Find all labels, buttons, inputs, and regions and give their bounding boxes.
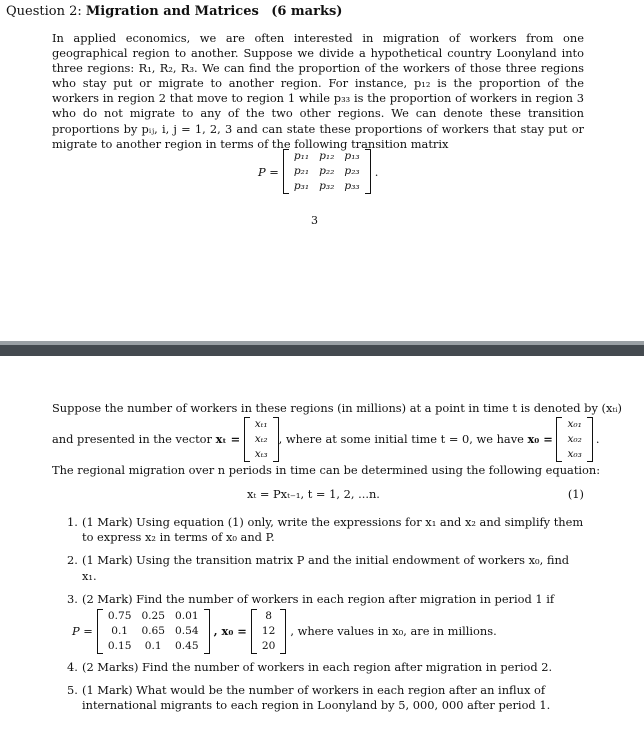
equation-number: (1) (567, 487, 584, 501)
item-text: (1 Mark) Using the transition matrix P and the initial endowment of workers x₀, find x₁. (82, 553, 570, 583)
vector-intro: and presented in the vector (52, 432, 212, 446)
item-number: 1. (67, 515, 78, 529)
item3-tail: , where values in x₀, are in millions. (290, 623, 497, 638)
vector-cell: xₜ₂ (254, 432, 268, 445)
matrix-cell: p₃₂ (319, 180, 335, 192)
item-text: (1 Mark) What would be the number of workers in each region after an influx of international migrants to each region in Loonyland by 5, 000, 000 after period 1. (82, 683, 551, 713)
question-marks: (6 marks) (271, 4, 343, 19)
matrix-cell: p₂₂ (319, 165, 335, 177)
question-items (52, 515, 587, 722)
vector-lhs: xₜ = (215, 432, 241, 446)
list-item (52, 515, 587, 545)
vector-cell: x₀₂ (567, 432, 582, 445)
p-matrix (97, 609, 210, 654)
vector-cell: 12 (261, 625, 276, 638)
matrix-cell: 0.1 (144, 640, 162, 653)
x0-lhs: , x₀ = (213, 623, 247, 638)
vector-line (52, 416, 622, 462)
question-topic: Migration and Matrices (85, 4, 259, 19)
xt-vector (244, 417, 279, 462)
page-divider (0, 345, 644, 356)
question-title (6, 4, 342, 19)
matrix-cell: 0.75 (107, 610, 132, 623)
item-number: 2. (67, 553, 78, 568)
list-item (52, 660, 587, 675)
vector-cell: 8 (265, 610, 272, 623)
item3-matrices (68, 609, 587, 654)
matrix-cell: 0.65 (141, 625, 166, 638)
matrix-lhs: P = (258, 164, 279, 179)
vector-mid: , where at some initial time t = 0, we have (278, 432, 524, 446)
matrix-cell: p₂₁ (293, 165, 310, 177)
matrix-cell: p₃₁ (293, 180, 310, 192)
regional-line: The regional migration over n periods in time can be determined using the following equation: (52, 463, 601, 477)
item-number: 5. (67, 683, 78, 698)
matrix-cell: 0.15 (107, 640, 132, 653)
matrix-cell: 0.1 (111, 625, 129, 638)
vector-cell: xₜ₃ (254, 447, 268, 460)
matrix-cell: 0.01 (175, 610, 199, 623)
matrix-cell: p₁₃ (344, 150, 360, 162)
matrix-cell: p₃₃ (344, 180, 360, 192)
matrix-cell: p₁₂ (319, 150, 335, 162)
question-label: Question 2: (6, 4, 82, 19)
matrix-cell: p₁₁ (293, 150, 310, 162)
x0-vector (556, 417, 592, 462)
x0-values-vector (251, 609, 286, 654)
list-item (52, 683, 587, 713)
item-number: 3. (67, 591, 78, 606)
item-text: (2 Mark) Find the number of workers in each region after migration in period 1 if (82, 591, 555, 606)
list-item (52, 592, 587, 654)
matrix-cell: 0.45 (175, 640, 199, 653)
vector-cell: 20 (261, 640, 276, 653)
suppose-line: Suppose the number of workers in these regions (in millions) at a point in time t is denoted by (xₜᵢ) (52, 401, 622, 415)
vector-cell: x₀₁ (567, 417, 582, 430)
item-text: (2 Marks) Find the number of workers in each region after migration in period 2. (82, 660, 553, 675)
page-number: 3 (311, 214, 318, 227)
vector-cell: x₀₃ (567, 447, 582, 460)
equation-body: xₜ = Pxₜ₋₁, t = 1, 2, ...n. (247, 487, 380, 501)
vector-end: . (595, 432, 600, 446)
vector-cell: xₜ₁ (254, 417, 268, 430)
intro-paragraph: In applied economics, we are often interested in migration of workers from one geographical region to another. Suppose we divide a hypothetical country Loonyland into three regions: R₁, R₂, R₃. We can find the proportion of the workers of those three regions who stay put or migrate to another region. For instance, p₁₂ is the proportion of the workers in region 2 that move to region 1 while p₃₃ is the proportion of workers in region 3 who do not migrate to any of the two other regions. We can denote these transition proportions by pᵢⱼ, i, j = 1, 2, 3 and can state these proportions of workers that stay put or migrate to another region in terms of the following transition matrix (52, 31, 584, 151)
transition-matrix (283, 149, 371, 194)
transition-matrix-equation (258, 149, 378, 194)
item-text: (1 Mark) Using equation (1) only, write the expressions for x₁ and x₂ and simplify them to express x₂ in terms of x₀ and P. (82, 515, 584, 545)
x0-lhs: x₀ = (527, 432, 553, 446)
list-item (52, 553, 587, 583)
matrix-end: . (374, 164, 379, 179)
p-lhs: P = (72, 623, 93, 638)
matrix-cell: 0.25 (141, 610, 166, 623)
matrix-cell: 0.54 (175, 625, 199, 638)
matrix-cell: p₂₃ (344, 165, 360, 177)
item-number: 4. (67, 660, 78, 675)
